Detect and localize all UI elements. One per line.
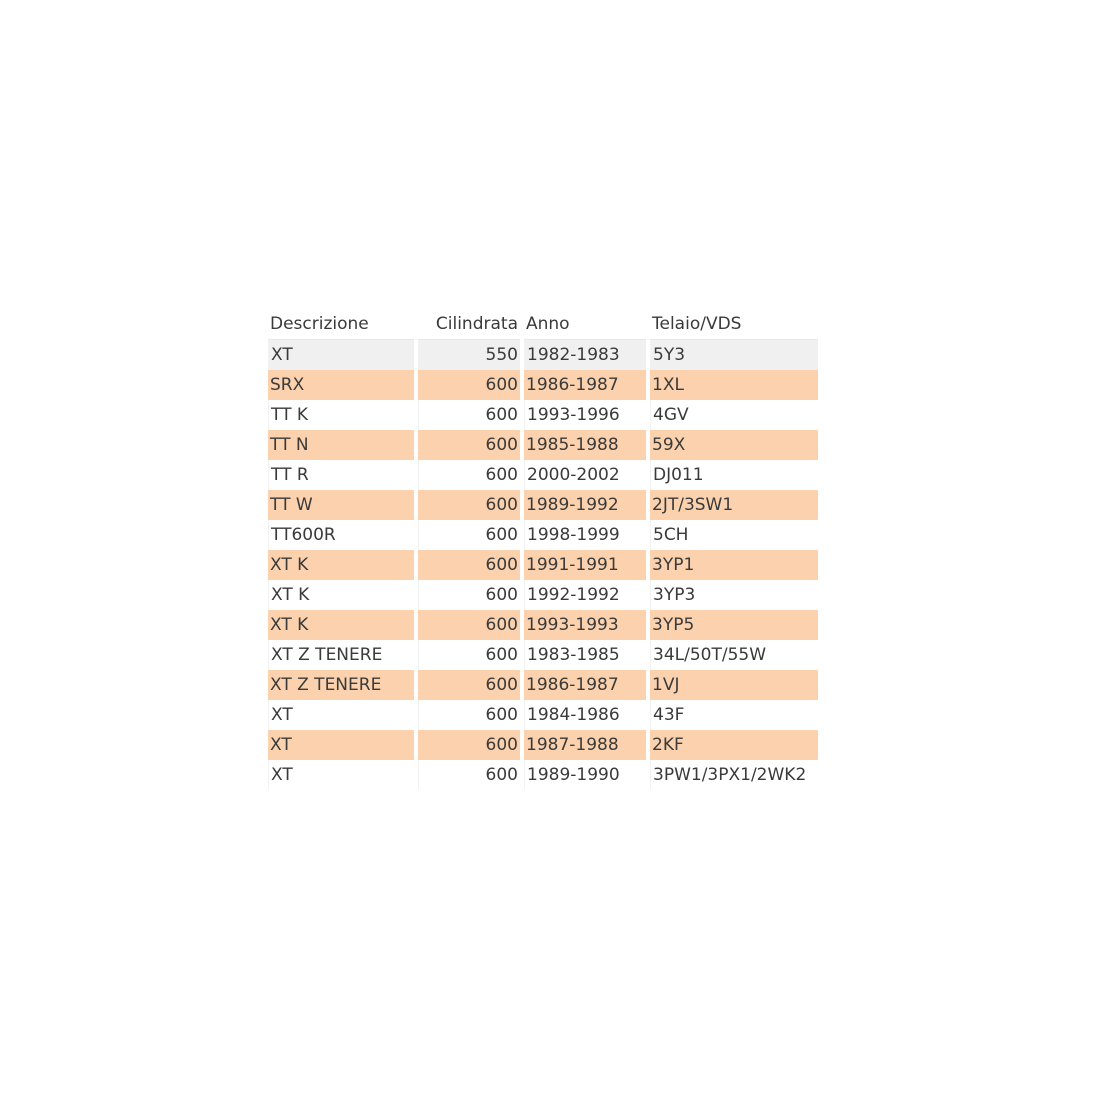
- cell-telaio: 5Y3: [650, 340, 818, 370]
- cell-cilindrata: 600: [418, 640, 520, 670]
- cell-cilindrata: 600: [418, 670, 520, 700]
- header-cilindrata: Cilindrata: [418, 308, 520, 340]
- cell-anno: 1993-1996: [524, 400, 646, 430]
- cell-telaio: 3PW1/3PX1/2WK2: [650, 760, 818, 790]
- cell-descrizione: TT W: [268, 490, 414, 520]
- cell-telaio: 34L/50T/55W: [650, 640, 818, 670]
- cell-anno: 1993-1993: [524, 610, 646, 640]
- cell-descrizione: XT K: [268, 580, 414, 610]
- table-row: [268, 670, 818, 700]
- table-body: [268, 340, 818, 790]
- cell-cilindrata: 600: [418, 520, 520, 550]
- table-row: [268, 580, 818, 610]
- cell-descrizione: XT: [268, 340, 414, 370]
- cell-cilindrata: 600: [418, 610, 520, 640]
- cell-cilindrata: 600: [418, 400, 520, 430]
- cell-anno: 1985-1988: [524, 430, 646, 460]
- cell-descrizione: TT K: [268, 400, 414, 430]
- cell-telaio: 3YP5: [650, 610, 818, 640]
- cell-descrizione: TT N: [268, 430, 414, 460]
- table-row: [268, 700, 818, 730]
- table-header-row: [268, 308, 818, 340]
- table-row: [268, 490, 818, 520]
- table-row: [268, 400, 818, 430]
- cell-cilindrata: 600: [418, 760, 520, 790]
- cell-anno: 1992-1992: [524, 580, 646, 610]
- compatibility-table: [264, 308, 822, 790]
- cell-telaio: 4GV: [650, 400, 818, 430]
- cell-cilindrata: 600: [418, 370, 520, 400]
- cell-telaio: 1XL: [650, 370, 818, 400]
- compatibility-table-container: [268, 308, 822, 790]
- table-row: [268, 460, 818, 490]
- cell-anno: 2000-2002: [524, 460, 646, 490]
- cell-anno: 1983-1985: [524, 640, 646, 670]
- table-row: [268, 610, 818, 640]
- table-row: [268, 430, 818, 460]
- table-row: [268, 370, 818, 400]
- cell-anno: 1984-1986: [524, 700, 646, 730]
- cell-cilindrata: 600: [418, 700, 520, 730]
- cell-descrizione: XT: [268, 760, 414, 790]
- cell-telaio: 43F: [650, 700, 818, 730]
- table-row: [268, 640, 818, 670]
- cell-cilindrata: 600: [418, 460, 520, 490]
- cell-descrizione: XT: [268, 730, 414, 760]
- cell-descrizione: XT Z TENERE: [268, 670, 414, 700]
- cell-anno: 1991-1991: [524, 550, 646, 580]
- cell-descrizione: XT Z TENERE: [268, 640, 414, 670]
- cell-anno: 1986-1987: [524, 670, 646, 700]
- cell-telaio: 3YP3: [650, 580, 818, 610]
- cell-descrizione: XT K: [268, 550, 414, 580]
- cell-telaio: 5CH: [650, 520, 818, 550]
- cell-cilindrata: 600: [418, 430, 520, 460]
- cell-telaio: DJ011: [650, 460, 818, 490]
- table-row: [268, 730, 818, 760]
- cell-cilindrata: 550: [418, 340, 520, 370]
- cell-anno: 1989-1990: [524, 760, 646, 790]
- cell-telaio: 1VJ: [650, 670, 818, 700]
- cell-cilindrata: 600: [418, 550, 520, 580]
- cell-descrizione: XT K: [268, 610, 414, 640]
- cell-anno: 1982-1983: [524, 340, 646, 370]
- cell-descrizione: XT: [268, 700, 414, 730]
- cell-anno: 1986-1987: [524, 370, 646, 400]
- cell-telaio: 2KF: [650, 730, 818, 760]
- cell-descrizione: TT600R: [268, 520, 414, 550]
- cell-anno: 1989-1992: [524, 490, 646, 520]
- cell-cilindrata: 600: [418, 490, 520, 520]
- cell-cilindrata: 600: [418, 730, 520, 760]
- cell-telaio: 2JT/3SW1: [650, 490, 818, 520]
- header-anno: Anno: [524, 308, 646, 340]
- cell-anno: 1987-1988: [524, 730, 646, 760]
- header-descrizione: Descrizione: [268, 308, 414, 340]
- table-row: [268, 550, 818, 580]
- cell-descrizione: SRX: [268, 370, 414, 400]
- table-row: [268, 760, 818, 790]
- cell-telaio: 59X: [650, 430, 818, 460]
- cell-anno: 1998-1999: [524, 520, 646, 550]
- header-telaio: Telaio/VDS: [650, 308, 818, 340]
- table-row: [268, 520, 818, 550]
- cell-cilindrata: 600: [418, 580, 520, 610]
- table-row: [268, 340, 818, 370]
- cell-descrizione: TT R: [268, 460, 414, 490]
- cell-telaio: 3YP1: [650, 550, 818, 580]
